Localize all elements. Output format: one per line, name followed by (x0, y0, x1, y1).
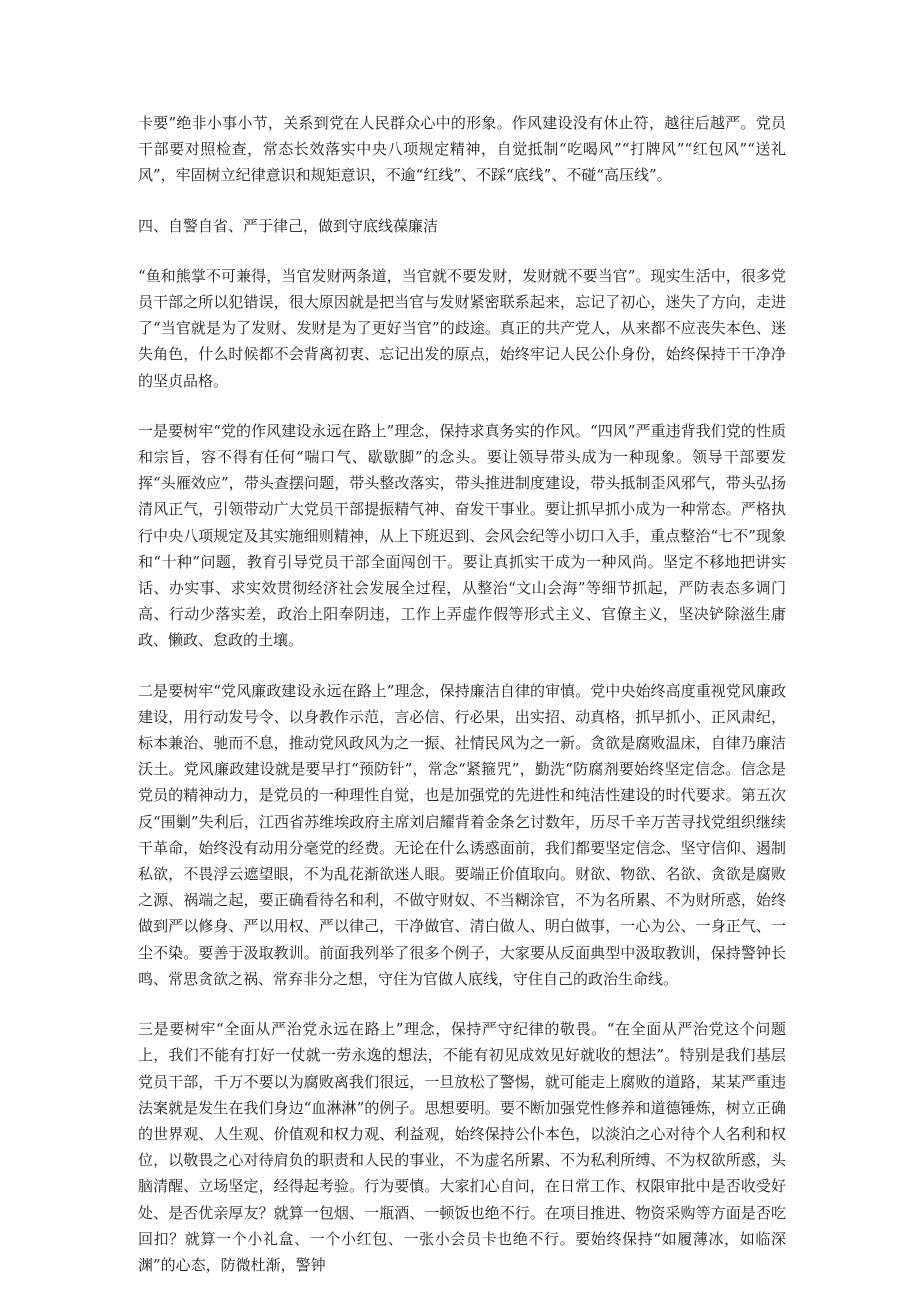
paragraph-fish-and-bear-paw: “鱼和熊掌不可兼得，当官发财两条道，当官就不要发财，发财就不要当官”。现实生活中，很多党员干部之所以犯错误，很大原因就是把当官与发财紧密联系起来，忘记了初心，迷失了方向，走进了“当官就是为了发财、发财是为了更好当官”的歧途。真正的共产党人，从来都不应丧失本色、迷失角色，什么时候都不会背离初衷、忘记出发的原点，始终牢记人民公仆身份，始终保持干干净净的坚贞品格。 (138, 266, 786, 390)
section-heading-four: 四、自警自省、严于律己，做到守底线葆廉洁 (138, 216, 439, 235)
paragraph-point-three: 三是要树牢“全面从严治党永远在路上”理念，保持严守纪律的敬畏。“在全面从严治党这个问题上，我们不能有打好一仗就一劳永逸的想法，不能有初见成效见好就收的想法”。特别是我们基层党员干部，千万不要以为腐败离我们很远，一旦放松了警惕，就可能走上腐败的道路，某某严重违法案就是发生在我们身边“血淋淋”的例子。思想要明。要不断加强党性修养和道德锤炼，树立正确的世界观、人生观、价值观和权力观、利益观，始终保持公仆本色，以淡泊之心对待个人名利和权位，以敬畏之心对待肩负的职责和人民的事业，不为虚名所累、不为私利所缚、不为权欲所惑，头脑清醒、立场坚定，经得起考验。行为要慎。大家扪心自问，在日常工作、权限审批中是否收受好处、是否优亲厚友？就算一包烟、一瓶酒、一顿饭也绝不行。在项目推进、物资采购等方面是否吃回扣？就算一个小礼盒、一个小红包、一张小会员卡也绝不行。要始终保持“如履薄冰，如临深渊”的心态，防微杜渐，警钟 (138, 1020, 786, 1274)
document-body (138, 110, 786, 1302)
paragraph-point-one: 一是要树牢“党的作风建设永远在路上”理念，保持求真务实的作风。“四风”严重违背我们党的性质和宗旨，容不得有任何“喘口气、歇歇脚”的念头。要让领导带头成为一种现象。领导干部要发挥“头雁效应”，带头查摆问题，带头整改落实，带头推进制度建设，带头抵制歪风邪气，带头弘扬清风正气，引领带动广大党员干部提振精气神、奋发干事业。要让抓早抓小成为一种常态。严格执行中央八项规定及其实施细则精神，从上下班迟到、会风会纪等小切口入手，重点整治“七不”现象和“十种”问题，教育引导党员干部全面闯创干。要让真抓实干成为一种风尚。坚定不移地把讲实话、办实事、求实效贯彻经济社会发展全过程，从整治“文山会海”等细节抓起，严防表态多调门高、行动少落实差，政治上阳奉阴违，工作上弄虚作假等形式主义、官僚主义，坚决铲除滋生庸政、懒政、怠政的土壤。 (138, 421, 786, 650)
paragraph-point-two: 二是要树牢“党风廉政建设永远在路上”理念，保持廉洁自律的审慎。党中央始终高度重视党风廉政建设，用行动发号令、以身教作示范，言必信、行必果，出实招、动真格，抓早抓小、正风肃纪，标本兼治、驰而不息，推动党风政风为之一振、社情民风为之一新。贪欲是腐败温床，自律乃廉洁沃土。党风廉政建设就是要早打“预防针”，常念“紧箍咒”，勤洗“防腐剂要始终坚定信念。信念是党员的精神动力，是党员的一种理性自觉，也是加强党的先进性和纯洁性建设的时代要求。第五次反“围剿”失利后，江西省苏维埃政府主席刘启耀背着金条乞讨数年，历尽千辛万苦寻找党组织继续干革命，始终没有动用分毫党的经费。无论在什么诱惑面前，我们都要坚定信念、坚守信仰、遏制私欲，不畏浮云遮望眼，不为乱花渐欲迷人眼。要端正价值取向。财欲、物欲、名欲、贪欲是腐败之源、祸端之起，要正确看待名和利，不做守财奴、不当糊涂官，不为名所累、不为财所惑，始终做到严以修身、严以用权、严以律己，干净做官、清白做人、明白做事，一心为公、一身正气、一尘不染。要善于汲取教训。前面我列举了很多个例子，大家要从反面典型中汲取教训，保持警钟长鸣、常思贪欲之祸、常弃非分之想，守住为官做人底线，守住自己的政治生命线。 (138, 681, 786, 988)
paragraph-intro: 卡要”绝非小事小节，关系到党在人民群众心中的形象。作风建设没有休止符，越往后越严。党员干部要对照检查，常态长效落实中央八项规定精神，自觉抵制“吃喝风”“打牌风”“红包风”“送礼风”，牢固树立纪律意识和规矩意识，不逾“红线”、不踩“底线”、不碰“高压线”。 (138, 114, 786, 185)
